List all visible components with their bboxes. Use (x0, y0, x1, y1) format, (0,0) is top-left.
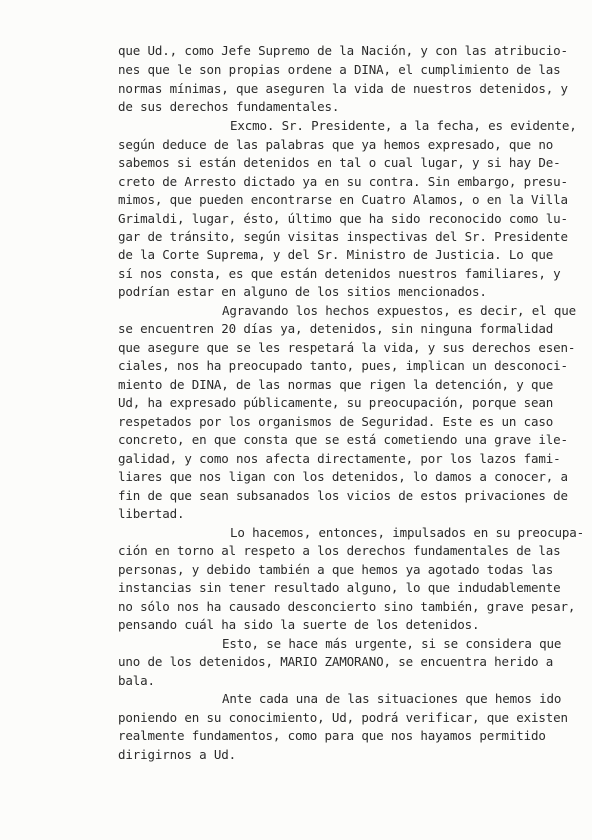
text-line: Esto, se hace más urgente, si se considera que (222, 636, 562, 651)
text-line: normas mínimas, que aseguren la vida de nuestros detenidos, y (118, 81, 568, 96)
text-line: que Ud., como Jefe Supremo de la Nación, y con las atribucio- (118, 43, 568, 58)
text-line: de la Corte Suprema, y del Sr. Ministro de Justicia. Lo que (118, 247, 554, 262)
text-line: sabemos si están detenidos en tal o cual lugar, y si hay De- (118, 155, 561, 170)
text-line: mimos, que pueden encontrarse en Cuatro Alamos, o en la Villa (118, 192, 568, 207)
text-line: bala. (118, 673, 155, 688)
text-line: fin de que sean subsanados los vicios de estos privaciones de (118, 488, 568, 503)
text-line: instancias sin tener resultado alguno, lo que indudablemente (118, 580, 561, 595)
text-line: Lo hacemos, entonces, impulsados en su preocupa- (230, 525, 585, 540)
text-line: Ante cada una de las situaciones que hemos ido (222, 691, 562, 706)
text-line: uno de los detenidos, MARIO ZAMORANO, se encuentra herido a (118, 654, 554, 669)
text-line: se encuentren 20 días ya, detenidos, sin ninguna formalidad (118, 321, 554, 336)
text-line: no sólo nos ha causado desconcierto sino también, grave pesar, (118, 599, 576, 614)
text-line: pensando cuál ha sido la suerte de los detenidos. (118, 617, 480, 632)
text-line: respetados por los organismos de Seguridad. Este es un caso (118, 414, 554, 429)
text-line: ción en torno al respeto a los derechos fundamentales de las (118, 543, 561, 558)
text-line: miento de DINA, de las normas que rigen la detención, y que (118, 377, 554, 392)
text-line: libertad. (118, 506, 185, 521)
text-line: realmente fundamentos, como para que nos hayamos permitido (118, 728, 546, 743)
text-line: liares que nos ligan con los detenidos, lo damos a conocer, a (118, 469, 568, 484)
text-line: ciales, nos ha preocupado tanto, pues, implican un desconoci- (118, 358, 568, 373)
text-line: galidad, y como nos afecta directamente, por los lazos fami- (118, 451, 561, 466)
text-line: nes que le son propias ordene a DINA, el cumplimiento de las (118, 62, 561, 77)
text-line: que asegure que se les respetará la vida, y sus derechos esen- (118, 340, 576, 355)
text-line: Agravando los hechos expuestos, es decir, el que (222, 303, 577, 318)
text-line: de sus derechos fundamentales. (118, 99, 340, 114)
text-line: concreto, en que consta que se está cometiendo una grave ile- (118, 432, 568, 447)
text-line: Excmo. Sr. Presidente, a la fecha, es evidente, (230, 118, 577, 133)
text-line: dirigirnos a Ud. (118, 747, 237, 762)
text-line: podrían estar en alguno de los sitios mencionados. (118, 284, 487, 299)
text-line: creto de Arresto dictado ya en su contra. Sin embargo, presu- (118, 174, 568, 189)
text-line: Ud, ha expresado públicamente, su preocupación, porque sean (118, 395, 554, 410)
text-line: personas, y debido también a que hemos ya agotado todas las (118, 562, 554, 577)
text-line: sí nos consta, es que están detenidos nuestros familiares, y (118, 266, 561, 281)
text-line: gar de tránsito, según visitas inspectivas del Sr. Presidente (118, 229, 568, 244)
text-line: Grimaldi, lugar, ésto, último que ha sido reconocido como lu- (118, 211, 568, 226)
text-line: según deduce de las palabras que ya hemos expresado, que no (118, 137, 554, 152)
text-line: poniendo en su conocimiento, Ud, podrá verificar, que existen (118, 710, 568, 725)
